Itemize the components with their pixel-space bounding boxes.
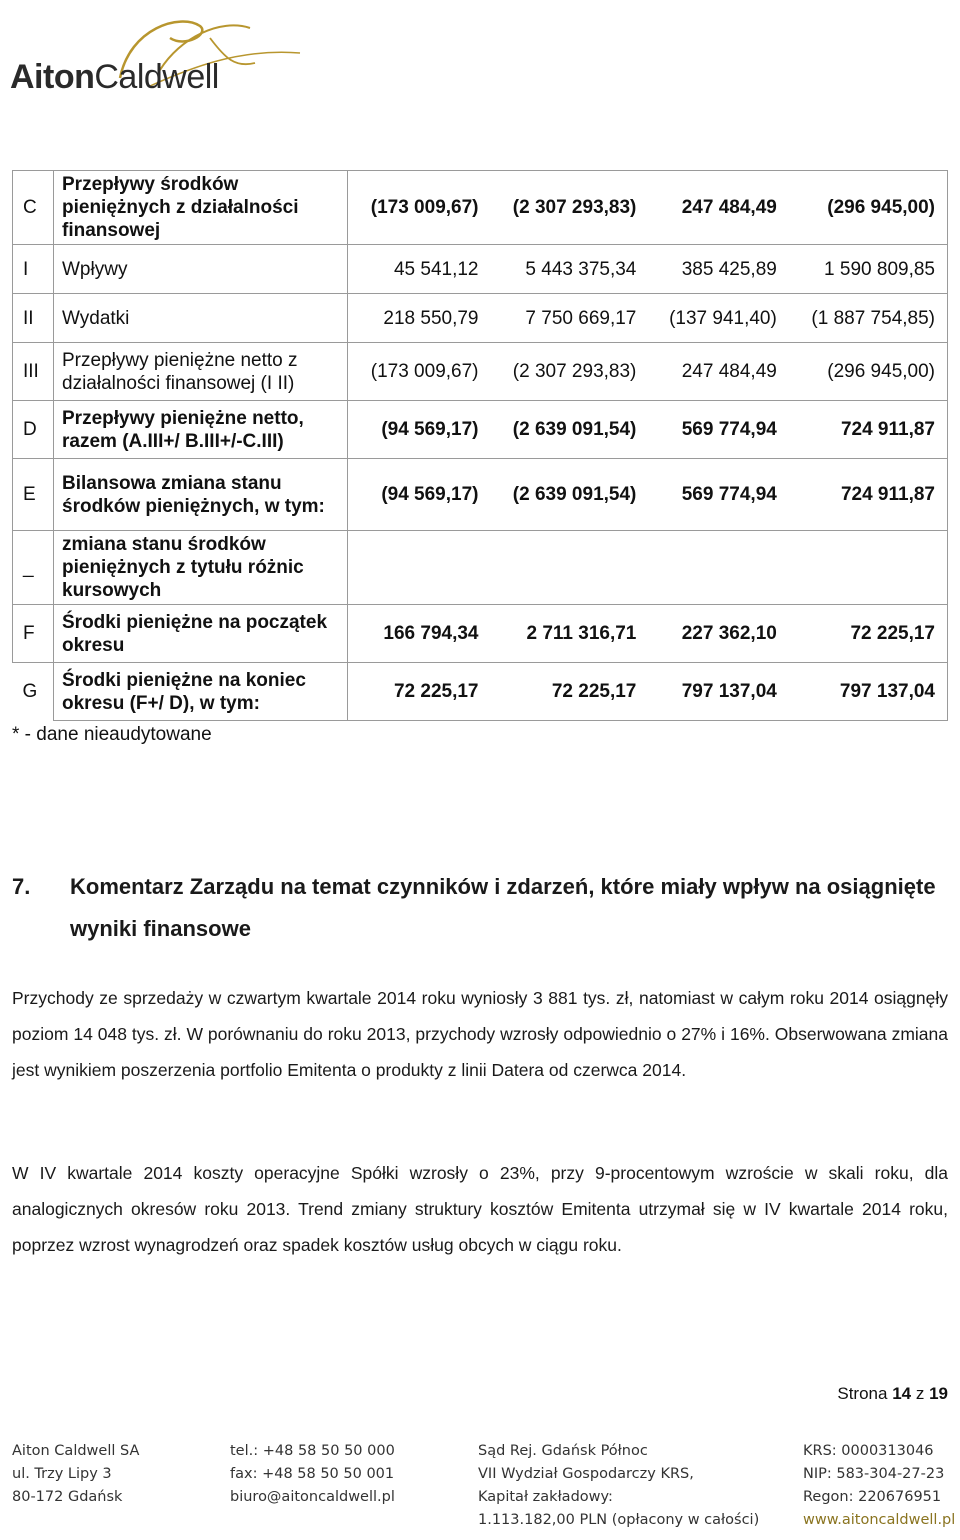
footnote: * - dane nieaudytowane xyxy=(12,724,212,745)
row-value xyxy=(787,531,948,605)
row-label: zmiana stanu środków pieniężnych z tytułu różnic kursowych xyxy=(54,531,348,605)
row-code: I xyxy=(13,245,54,294)
footer-website-link[interactable]: www.aitoncaldwell.pl xyxy=(803,1512,956,1528)
row-value: 7 750 669,17 xyxy=(489,294,647,343)
row-value: 247 484,49 xyxy=(646,343,786,401)
page-prefix: Strona xyxy=(837,1384,888,1403)
row-value: (173 009,67) xyxy=(348,171,489,245)
row-value xyxy=(489,531,647,605)
row-label: Środki pieniężne na koniec okresu (F+/ D), w tym: xyxy=(54,663,348,721)
row-code: C xyxy=(13,171,54,245)
table-row-ii xyxy=(13,294,948,343)
footer-line: Sąd Rej. Gdańsk Północ xyxy=(478,1443,648,1459)
row-value: (2 307 293,83) xyxy=(489,171,647,245)
row-value: 227 362,10 xyxy=(646,605,786,663)
row-value: (2 639 091,54) xyxy=(489,459,647,531)
section-heading xyxy=(12,866,948,950)
row-code: _ xyxy=(13,531,54,605)
row-value: 5 443 375,34 xyxy=(489,245,647,294)
row-value: 569 774,94 xyxy=(646,459,786,531)
row-value: (94 569,17) xyxy=(348,401,489,459)
table-row-g xyxy=(13,663,948,721)
row-value: 2 711 316,71 xyxy=(489,605,647,663)
footer-line: 1.113.182,00 PLN (opłacony w całości) xyxy=(478,1512,760,1528)
row-code: G xyxy=(22,681,38,703)
row-value: 797 137,04 xyxy=(787,663,948,721)
footer-ids xyxy=(803,1440,955,1532)
row-code: III xyxy=(13,343,54,401)
row-code: E xyxy=(13,459,54,531)
row-label: Przepływy pieniężne netto z działalności finansowej (I II) xyxy=(54,343,348,401)
row-value: 72 225,17 xyxy=(787,605,948,663)
row-value: 218 550,79 xyxy=(348,294,489,343)
footer-line: KRS: 0000313046 xyxy=(803,1443,934,1459)
row-code: F xyxy=(13,605,54,663)
footer-contact xyxy=(230,1440,395,1509)
page-number xyxy=(837,1384,948,1404)
footer-line: 80-172 Gdańsk xyxy=(12,1489,123,1505)
page-total: 19 xyxy=(929,1384,948,1403)
row-value: 1 590 809,85 xyxy=(787,245,948,294)
footer-line: tel.: +48 58 50 50 000 xyxy=(230,1443,395,1459)
row-value: (2 639 091,54) xyxy=(489,401,647,459)
paragraph-revenue: Przychody ze sprzedaży w czwartym kwartale 2014 roku wyniosły 3 881 tys. zł, natomiast w całym roku 2014 osiągnęły poziom 14 048 tys. zł. W porównaniu do roku 2013, przychody wzrosły odpowiednio o 27% i 16%. Obserwowana zmiana jest wynikiem poszerzenia portfolio Emitenta o produkty z linii Datera od czerwca 2014. xyxy=(12,988,948,1080)
row-value: 72 225,17 xyxy=(348,663,489,721)
cash-flow-table xyxy=(12,170,948,721)
row-value xyxy=(646,531,786,605)
table-row-c xyxy=(13,171,948,245)
table-row-d xyxy=(13,401,948,459)
row-value xyxy=(348,531,489,605)
logo-part1: Aiton xyxy=(10,58,95,96)
company-logo xyxy=(10,8,310,98)
table-row-f xyxy=(13,605,948,663)
row-value: 724 911,87 xyxy=(787,401,948,459)
section-number: 7. xyxy=(12,874,31,899)
row-value: 385 425,89 xyxy=(646,245,786,294)
footer-line: Kapitał zakładowy: xyxy=(478,1489,613,1505)
row-value: (296 945,00) xyxy=(787,171,948,245)
row-value: (173 009,67) xyxy=(348,343,489,401)
row-value: 45 541,12 xyxy=(348,245,489,294)
logo-part2: Caldwell xyxy=(94,58,219,96)
row-label: Środki pieniężne na początek okresu xyxy=(54,605,348,663)
row-code: D xyxy=(13,401,54,459)
row-label: Wydatki xyxy=(54,294,348,343)
table-row-i xyxy=(13,245,948,294)
row-label: Przepływy pieniężne netto, razem (A.III+/ B.III+/-C.III) xyxy=(54,401,348,459)
row-value: 797 137,04 xyxy=(646,663,786,721)
table-row-iii xyxy=(13,343,948,401)
footer-line: NIP: 583-304-27-23 xyxy=(803,1466,945,1482)
footer-email-link[interactable]: biuro@aitoncaldwell.pl xyxy=(230,1489,395,1505)
footer-line: Regon: 220676951 xyxy=(803,1489,942,1505)
page-current: 14 xyxy=(892,1384,912,1403)
footer-line: VII Wydział Gospodarczy KRS, xyxy=(478,1466,694,1482)
row-value: 724 911,87 xyxy=(787,459,948,531)
footer-line: Aiton Caldwell SA xyxy=(12,1443,140,1459)
page-footer xyxy=(0,1440,960,1540)
row-label: Wpływy xyxy=(54,245,348,294)
row-label: Bilansowa zmiana stanu środków pieniężnych, w tym: xyxy=(54,459,348,531)
row-value: 569 774,94 xyxy=(646,401,786,459)
row-code: II xyxy=(13,294,54,343)
row-value: (1 887 754,85) xyxy=(787,294,948,343)
footer-registry xyxy=(478,1440,759,1532)
row-label: Przepływy środków pieniężnych z działalności finansowej xyxy=(54,171,348,245)
paragraph-costs: W IV kwartale 2014 koszty operacyjne Spółki wzrosły o 23%, przy 9-procentowym wzroście w skali roku, dla analogicznych okresów roku 2013. Trend zmiany struktury kosztów Emitenta utrzymał się w IV kwartale 2014 roku, poprzez wzrost wynagrodzeń oraz spadek kosztów usług obcych w ciągu roku. xyxy=(12,1163,948,1255)
section-title: Komentarz Zarządu na temat czynników i zdarzeń, które miały wpływ na osiągnięte wyniki finansowe xyxy=(70,874,936,941)
table-row-e xyxy=(13,459,948,531)
footer-line: ul. Trzy Lipy 3 xyxy=(12,1466,112,1482)
table-row-fx xyxy=(13,531,948,605)
row-value: 247 484,49 xyxy=(646,171,786,245)
row-value: 72 225,17 xyxy=(489,663,647,721)
row-value: (296 945,00) xyxy=(787,343,948,401)
row-value: (2 307 293,83) xyxy=(489,343,647,401)
page-separator: z xyxy=(915,1384,925,1403)
footer-line: fax: +48 58 50 50 001 xyxy=(230,1466,395,1482)
row-value: (94 569,17) xyxy=(348,459,489,531)
row-value: 166 794,34 xyxy=(348,605,489,663)
footer-company xyxy=(12,1440,139,1509)
row-value: (137 941,40) xyxy=(646,294,786,343)
